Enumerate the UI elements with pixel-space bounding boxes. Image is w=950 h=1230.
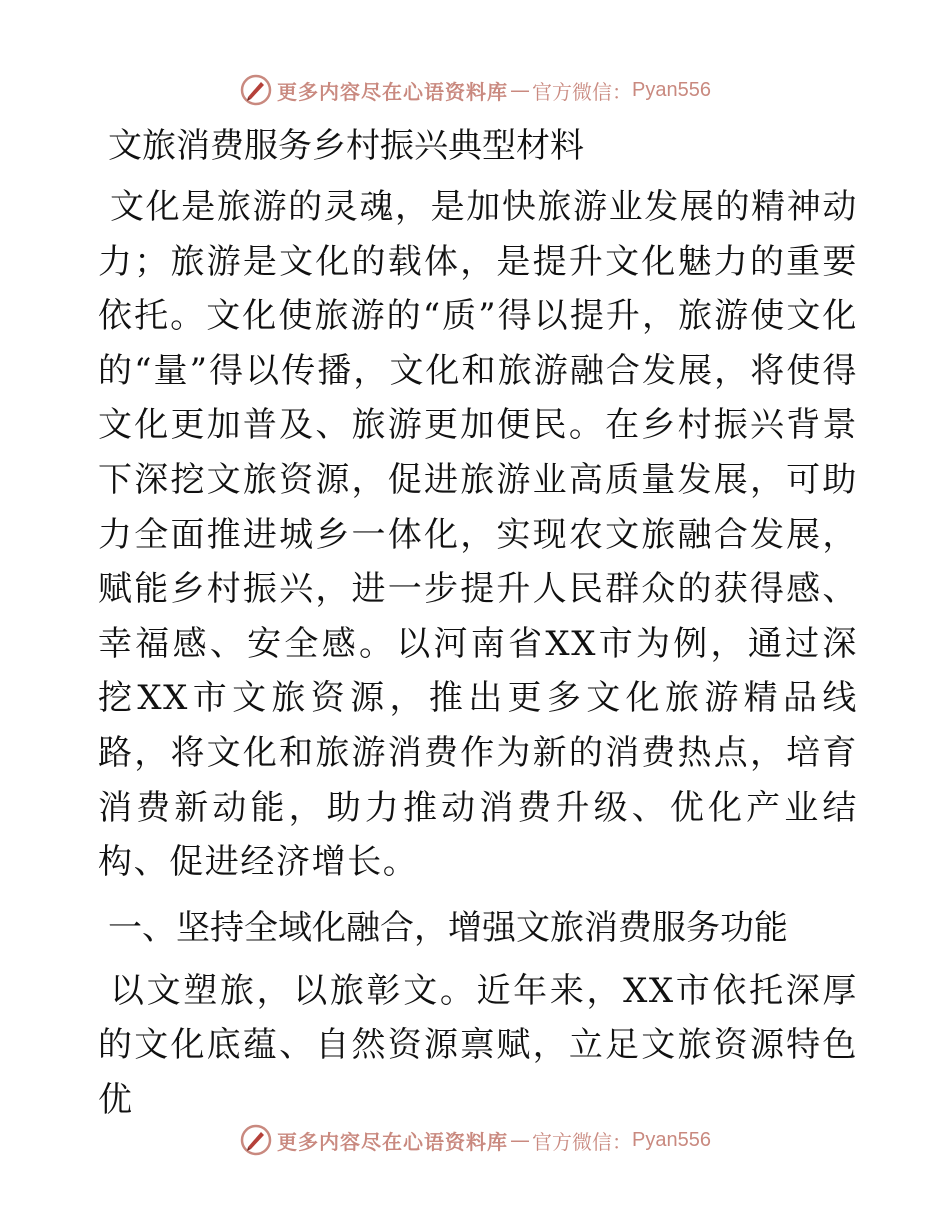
document-body <box>98 118 858 1128</box>
banner-separator: — <box>510 78 531 102</box>
banner-main-text: 更多内容尽在心语资料库 <box>277 79 509 104</box>
banner-main-text: 更多内容尽在心语资料库 <box>277 1129 509 1154</box>
document-title: 文旅消费服务乡村振兴典型材料 <box>108 126 584 166</box>
footer-watermark-banner <box>0 1120 950 1160</box>
quill-circle-icon <box>239 73 273 107</box>
body-paragraph-1: 文化是旅游的灵魂，是加快旅游业发展的精神动力；旅游是文化的载体，是提升文化魅力的重要依托。文化使旅游的“质”得以提升，旅游使文化的“量”得以传播，文化和旅游融合发展，将使得文化更加普及、旅游更加便民。在乡村振兴背景下深挖文旅资源，促进旅游业高质量发展，可助力全面推进城乡一体化，实现农文旅融合发展，赋能乡村振兴，进一步提升人民群众的获得感、幸福感、安全感。以河南省XX市为例，通过深挖XX市文旅资源，推出更多文化旅游精品线路，将文化和旅游消费作为新的消费热点，培育消费新动能，助力推动消费升级、优化产业结构、促进经济增长。 <box>98 187 858 883</box>
banner-wechat-id: Pyan556 <box>632 1128 711 1151</box>
banner-wechat-id: Pyan556 <box>632 78 711 101</box>
header-watermark-banner <box>0 70 950 110</box>
banner-wechat-label: 官方微信： <box>532 1129 633 1154</box>
banner-wechat-label: 官方微信： <box>532 79 633 104</box>
quill-circle-icon <box>239 1123 273 1157</box>
body-paragraph-2: 以文塑旅，以旅彰文。近年来，XX市依托深厚的文化底蕴、自然资源禀赋，立足文旅资源特色优 <box>98 970 858 1120</box>
banner-separator: — <box>510 1128 531 1152</box>
section-heading-1: 一、坚持全域化融合，增强文旅消费服务功能 <box>108 907 788 948</box>
